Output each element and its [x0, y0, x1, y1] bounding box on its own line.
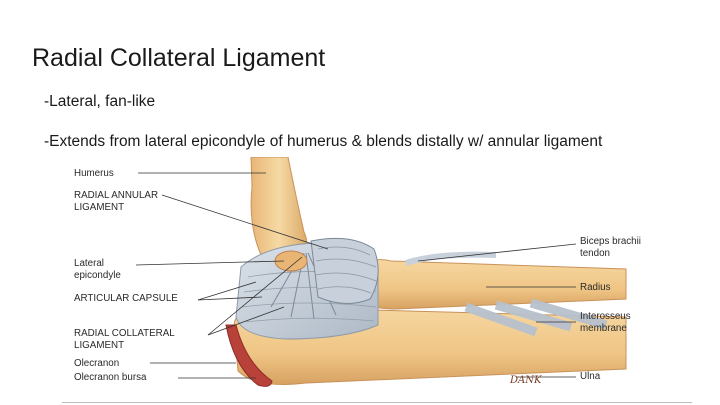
- humerus-bone: [251, 157, 307, 257]
- label-olecranon: Olecranon: [74, 358, 120, 369]
- label-ulna: Ulna: [580, 371, 601, 382]
- label-radius: Radius: [580, 282, 611, 293]
- label-biceps-brachii-line2: tendon: [580, 248, 610, 259]
- label-radial-collateral-ligament-line2: LIGAMENT: [74, 340, 125, 351]
- label-articular-capsule: ARTICULAR CAPSULE: [74, 293, 178, 304]
- label-radial-annular-ligament-line1: RADIAL ANNULAR: [74, 190, 159, 201]
- label-lateral-epicondyle-line1: Lateral: [74, 258, 104, 269]
- bullet-extends-from-epicondyle: -Extends from lateral epicondyle of humerus & blends distally w/ annular ligament: [44, 133, 603, 150]
- label-olecranon-bursa: Olecranon bursa: [74, 372, 147, 383]
- slide-title: Radial Collateral Ligament: [32, 44, 326, 72]
- label-biceps-brachii-line1: Biceps brachii: [580, 236, 641, 247]
- biceps-tendon: [406, 255, 496, 263]
- label-interosseus-line2: membrane: [580, 323, 627, 334]
- label-radial-annular-ligament-line2: LIGAMENT: [74, 202, 125, 213]
- label-lateral-epicondyle-line2: epicondyle: [74, 270, 121, 281]
- elbow-anatomy-figure: [66, 157, 706, 405]
- label-radial-collateral-ligament-line1: RADIAL COLLATERAL: [74, 328, 175, 339]
- artist-signature: DANK: [510, 375, 542, 386]
- elbow-illustration: [66, 157, 706, 405]
- bottom-divider: [62, 402, 692, 403]
- label-humerus: Humerus: [74, 168, 114, 179]
- bullet-lateral-fan-like: -Lateral, fan-like: [44, 93, 156, 110]
- label-interosseus-line1: Interosseus: [580, 311, 631, 322]
